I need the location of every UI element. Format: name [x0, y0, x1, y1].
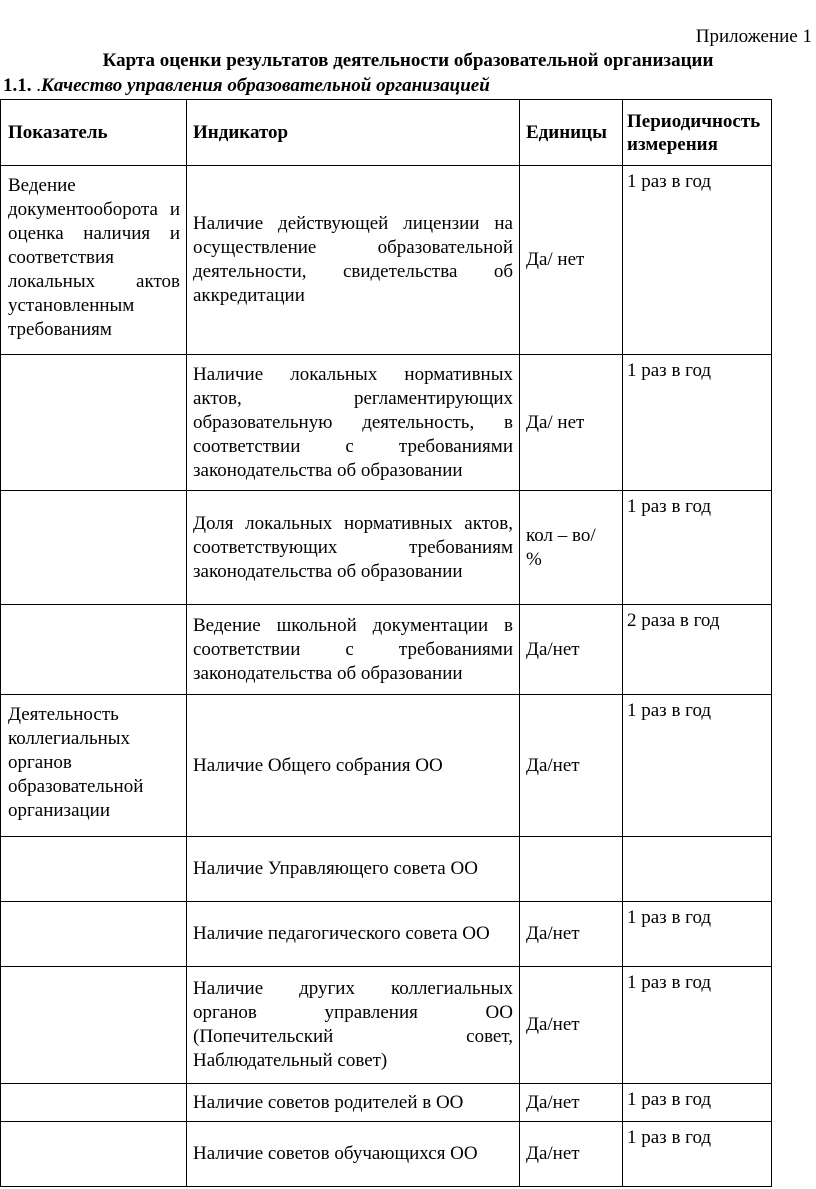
cell-indicator: Наличие локальных нормативных актов, регламентирующих образовательную деятельность, в соответствии с требованиями законодательства об образовании: [187, 355, 520, 491]
cell-indicator: Наличие советов родителей в ОО: [187, 1084, 520, 1122]
cell-indicator: Наличие Управляющего совета ОО: [187, 837, 520, 902]
cell-period: [623, 837, 772, 902]
cell-period: 1 раз в год: [623, 166, 772, 355]
cell-units: Да/нет: [520, 605, 623, 695]
section-title: Качество управления образовательной организацией: [41, 75, 490, 96]
cell-indicator: Ведение школьной документации в соответствии с требованиями законодательства об образовании: [187, 605, 520, 695]
cell-pokazatel: Деятельность коллегиальных органов образовательной организации: [1, 695, 187, 837]
cell-period: 1 раз в год: [623, 1084, 772, 1122]
cell-pokazatel: Ведение документооборота и оценка наличия и соответствия локальных актов установленным требованиям: [1, 166, 187, 355]
evaluation-table: [0, 99, 772, 1187]
section-heading: [3, 75, 490, 97]
table-row: [1, 491, 772, 605]
cell-period: 2 раза в год: [623, 605, 772, 695]
cell-units: Да/нет: [520, 1122, 623, 1187]
column-header-pokazatel: Показатель: [1, 100, 187, 166]
cell-pokazatel: [1, 967, 187, 1084]
cell-period: 1 раз в год: [623, 1122, 772, 1187]
column-header-units: Единицы: [520, 100, 623, 166]
cell-pokazatel: [1, 1084, 187, 1122]
column-header-period: Периодичность измерения: [623, 100, 772, 166]
cell-units: Да/нет: [520, 695, 623, 837]
cell-pokazatel: [1, 355, 187, 491]
document-title: Карта оценки результатов деятельности образовательной организации: [102, 50, 714, 71]
cell-indicator: Наличие действующей лицензии на осуществление образовательной деятельности, свидетельства об аккредитации: [187, 166, 520, 355]
cell-period: 1 раз в год: [623, 491, 772, 605]
cell-pokazatel: [1, 491, 187, 605]
cell-indicator: Наличие Общего собрания ОО: [187, 695, 520, 837]
cell-units: кол – во/ %: [520, 491, 623, 605]
table-header-row: [1, 100, 772, 166]
table-row: [1, 355, 772, 491]
cell-pokazatel: [1, 902, 187, 967]
cell-units: Да/ нет: [520, 355, 623, 491]
section-number: 1.1.: [3, 75, 32, 96]
cell-units: Да/нет: [520, 902, 623, 967]
table-row: [1, 1122, 772, 1187]
table-row: [1, 166, 772, 355]
cell-units: Да/нет: [520, 1084, 623, 1122]
table-row: [1, 967, 772, 1084]
section-prefix: .: [31, 75, 41, 96]
table-row: [1, 605, 772, 695]
cell-pokazatel: [1, 1122, 187, 1187]
cell-pokazatel: [1, 837, 187, 902]
cell-indicator: Наличие советов обучающихся ОО: [187, 1122, 520, 1187]
cell-units: Да/нет: [520, 967, 623, 1084]
column-header-indicator: Индикатор: [187, 100, 520, 166]
cell-indicator: Наличие других коллегиальных органов управления ОО (Попечительский совет, Наблюдательный совет): [187, 967, 520, 1084]
cell-units: [520, 837, 623, 902]
cell-units: Да/ нет: [520, 166, 623, 355]
table-row: [1, 695, 772, 837]
cell-pokazatel: [1, 605, 187, 695]
table-row: [1, 902, 772, 967]
appendix-label: Приложение 1: [695, 26, 812, 47]
table-row: [1, 837, 772, 902]
cell-period: 1 раз в год: [623, 967, 772, 1084]
cell-period: 1 раз в год: [623, 902, 772, 967]
cell-indicator: Доля локальных нормативных актов, соответствующих требованиям законодательства об образовании: [187, 491, 520, 605]
cell-period: 1 раз в год: [623, 695, 772, 837]
cell-indicator: Наличие педагогического совета ОО: [187, 902, 520, 967]
table-row: [1, 1084, 772, 1122]
cell-period: 1 раз в год: [623, 355, 772, 491]
